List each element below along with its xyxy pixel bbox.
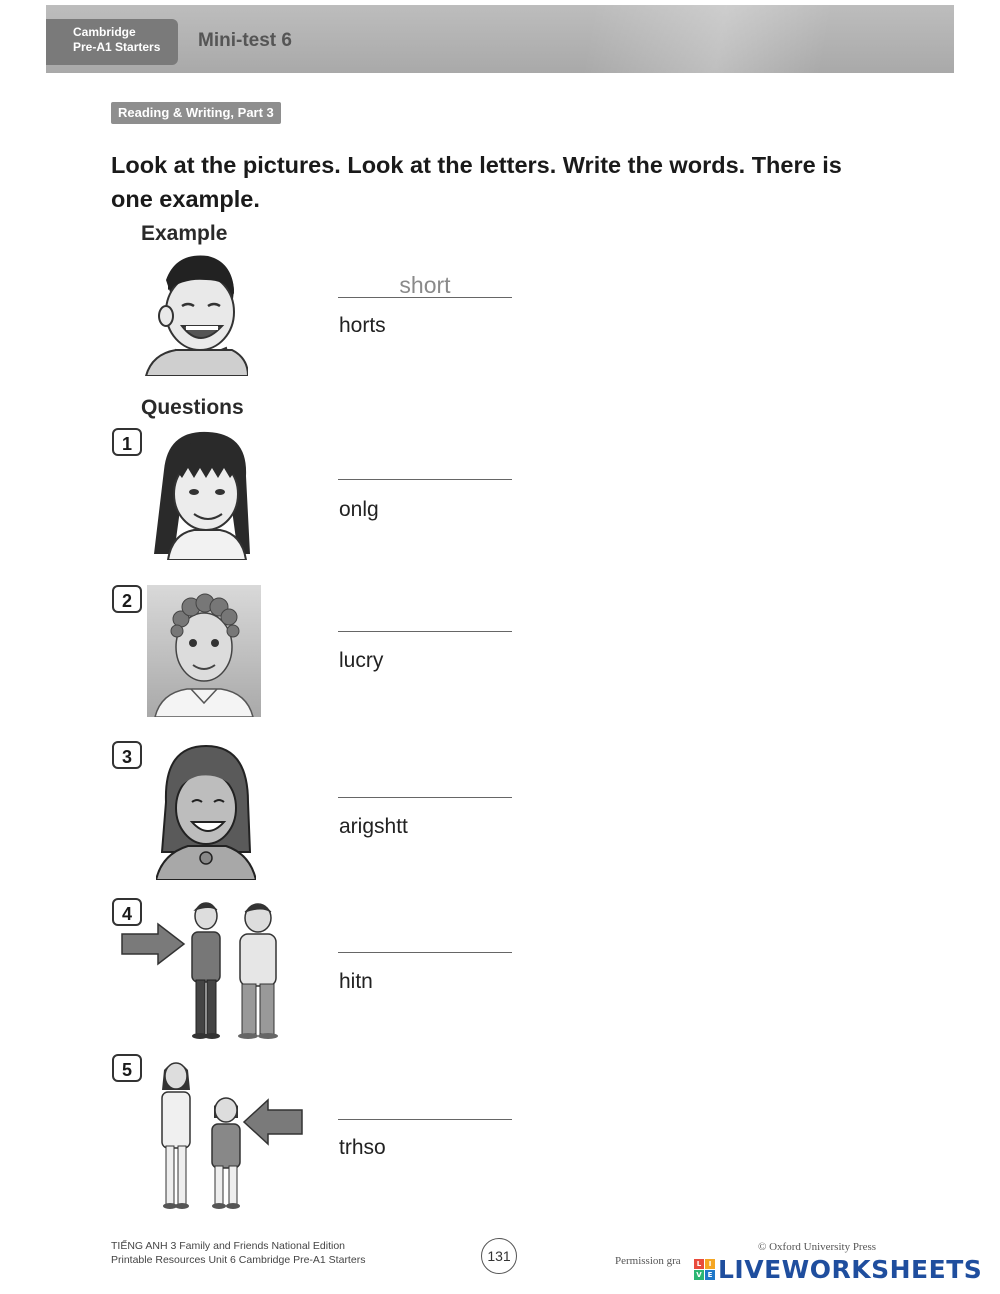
logo-tile-1: L — [694, 1259, 704, 1269]
logo-tile-3: V — [694, 1270, 704, 1280]
answer-line-3[interactable] — [338, 797, 512, 798]
question-number-1: 1 — [112, 428, 142, 456]
question-number-4: 4 — [112, 898, 142, 926]
smiling-girl-picture — [156, 742, 256, 880]
answer-line-1[interactable] — [338, 479, 512, 480]
example-boy-picture — [136, 250, 248, 376]
brand-box — [46, 19, 178, 65]
footer-credits — [111, 1240, 365, 1267]
scrambled-word-1: onlg — [339, 498, 379, 521]
question-number-5: 5 — [112, 1054, 142, 1082]
part-badge: Reading & Writing, Part 3 — [111, 102, 281, 124]
liveworksheets-logo — [694, 1254, 982, 1284]
brand-line-2: Pre-A1 Starters — [73, 40, 161, 54]
question-number-3: 3 — [112, 741, 142, 769]
header-title: Mini-test 6 — [198, 30, 292, 51]
copyright-text: © Oxford University Press — [758, 1241, 877, 1253]
long-hair-girl-picture — [150, 430, 262, 560]
example-label: Example — [141, 222, 228, 245]
logo-tiles-icon — [694, 1259, 715, 1280]
footer-line-1: TIẾNG ANH 3 Family and Friends National Edition — [111, 1240, 346, 1252]
scrambled-word-2: lucry — [339, 649, 384, 672]
curly-hair-boy-picture — [147, 585, 261, 717]
tall-and-short-girls-arrow-picture — [152, 1056, 304, 1212]
example-answer: short — [399, 272, 451, 298]
page-number: 131 — [481, 1238, 517, 1274]
logo-tile-2: I — [705, 1259, 715, 1269]
header-band — [46, 5, 954, 73]
instructions — [111, 148, 871, 216]
answer-line-5[interactable] — [338, 1119, 512, 1120]
scrambled-word-4: hitn — [339, 970, 373, 993]
example-scrambled-word: horts — [339, 314, 386, 337]
permission-text: Permission gra — [615, 1255, 681, 1267]
logo-tile-4: E — [705, 1270, 715, 1280]
example-answer-line — [338, 297, 512, 298]
footer-line-2: Printable Resources Unit 6 Cambridge Pre-A1 Starters — [111, 1253, 366, 1266]
instructions-line-2: one example. — [111, 186, 260, 212]
two-boys-arrow-picture — [120, 896, 286, 1042]
question-number-2: 2 — [112, 585, 142, 613]
header-stripe — [434, 5, 954, 73]
instructions-line-1: Look at the pictures. Look at the letters. Write the words. There is — [111, 152, 842, 178]
scrambled-word-5: trhso — [339, 1136, 386, 1159]
answer-line-4[interactable] — [338, 952, 512, 953]
brand-line-1: Cambridge — [73, 25, 136, 39]
questions-label: Questions — [141, 396, 244, 419]
answer-line-2[interactable] — [338, 631, 512, 632]
scrambled-word-3: arigshtt — [339, 815, 408, 838]
logo-wordmark: LIVEWORKSHEETS — [718, 1254, 983, 1284]
